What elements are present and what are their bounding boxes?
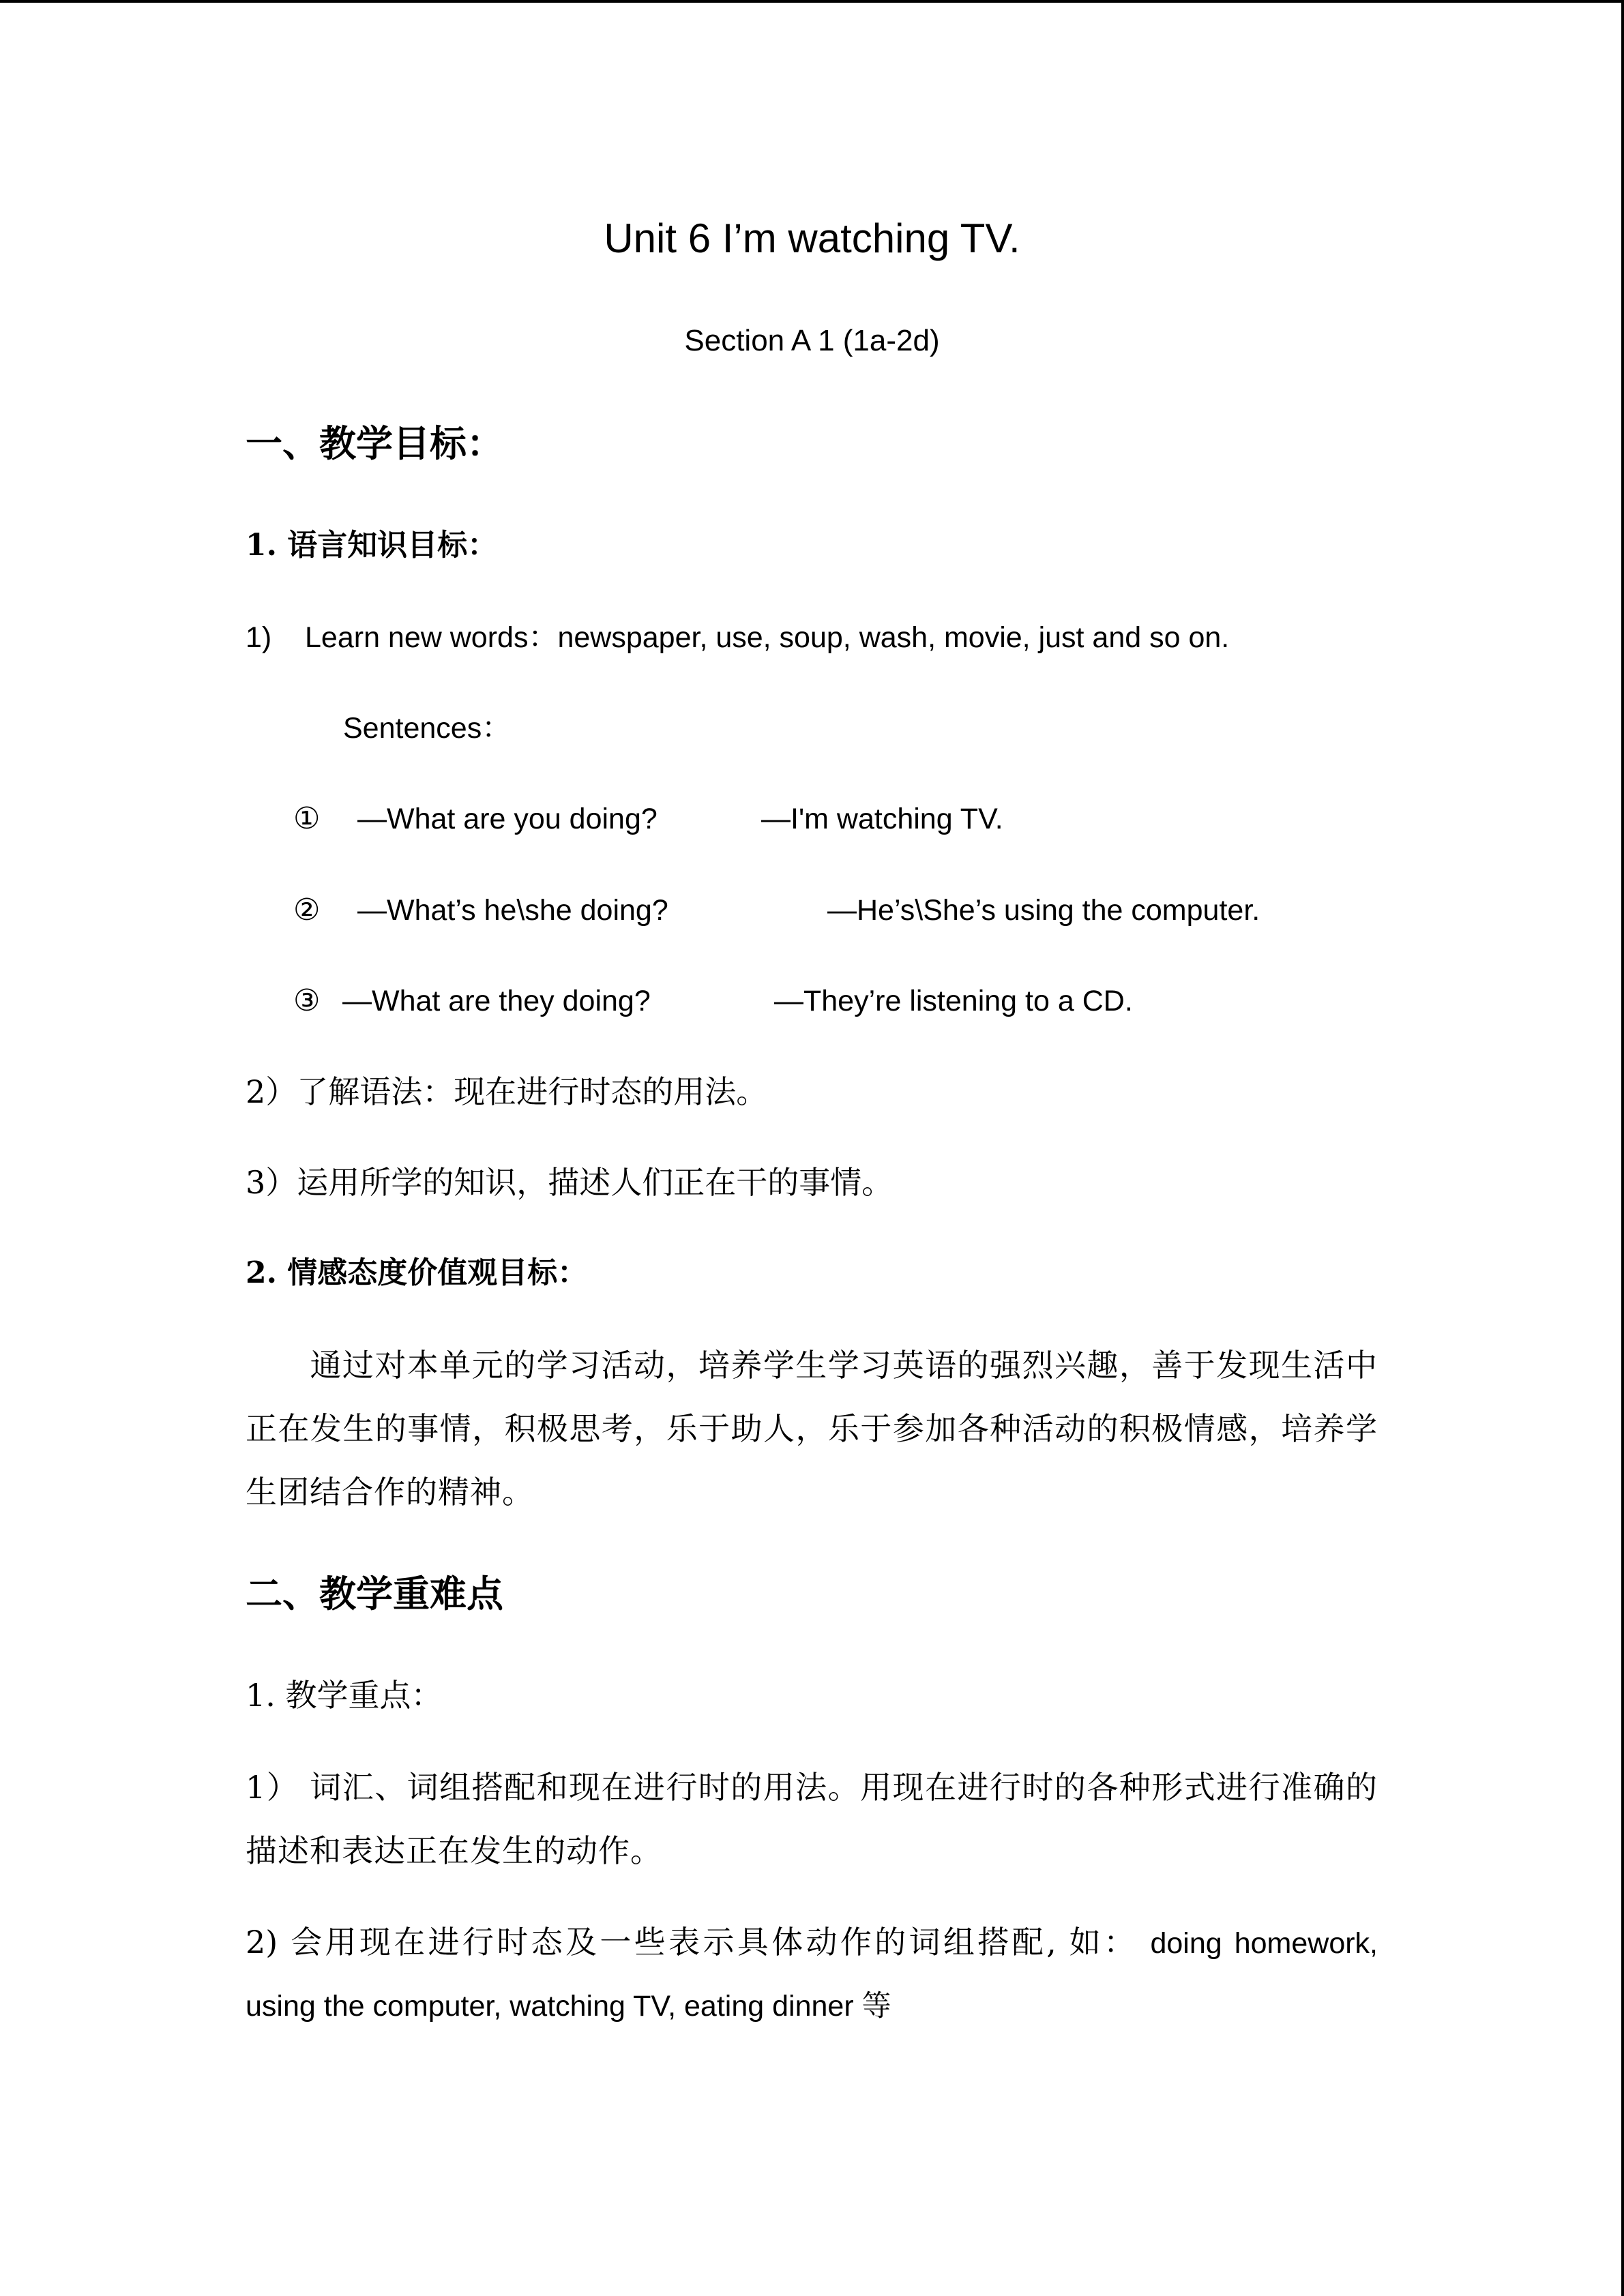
application-item: 3）运用所学的知识，描述人们正在干的事情。 (246, 1164, 894, 1201)
new-words-line: Learn new words：newspaper, use, soup, wash, movie, just and so on. (305, 621, 1230, 654)
dialogue-1-answer: —I'm watching TV. (761, 803, 1003, 835)
focus-point-2-word-homework: homework, (1234, 1927, 1378, 1960)
dialogue-number-3: ③ (293, 983, 321, 1018)
emotional-objectives-text: 通过对本单元的学习活动，培养学生学习英语的强烈兴趣，善于发现生活中正在发生的事情，积极思考，乐于助人，乐于参加各种活动的积极情感，培养学生团结合作的精神。 (246, 1347, 1378, 1510)
section-heading-key-points: 二、教学重难点 (246, 1572, 503, 1615)
dialogue-2-question: —What’s he\she doing? (357, 894, 668, 927)
dialogue-number-2: ② (293, 893, 321, 927)
document-subtitle: Section A 1 (1a-2d) (684, 324, 940, 357)
dialogue-2-answer: —He’s\She’s using the computer. (827, 894, 1260, 927)
focus-point-2-line-2: using the computer, watching TV, eating dinner 等 (246, 1990, 891, 2023)
document-title: Unit 6 I’m watching TV. (604, 215, 1020, 261)
focus-point-1: 1） 词汇、词组搭配和现在进行时的用法。用现在进行时的各种形式进行准确的描述和表达正在发生的动作。 (246, 1769, 1378, 1869)
dialogue-number-1: ① (293, 801, 321, 836)
dialogue-3-answer: —They’re listening to a CD. (774, 985, 1133, 1017)
subheading-language-objectives: 1. 语言知识目标： (246, 528, 498, 563)
grammar-item: 2）了解语法：现在进行时态的用法。 (246, 1073, 768, 1110)
focus-point-2-word-doing: doing (1150, 1927, 1222, 1960)
subheading-emotional-objectives: 2. 情感态度价值观目标： (246, 1255, 588, 1290)
sentences-label: Sentences： (343, 712, 512, 745)
dialogue-1-question: —What are you doing? (357, 803, 658, 835)
dialogue-3-question: —What are they doing? (342, 985, 651, 1017)
focus-point-2-line-1 (246, 1922, 1378, 1964)
focus-point-2-cn: 2) 会用现在进行时态及一些表示具体动作的词组搭配, 如： (246, 1924, 1138, 1960)
subheading-teaching-focus: 1. 教学重点： (246, 1677, 443, 1714)
page-border-top (0, 0, 1624, 3)
list-number-1: 1) (246, 621, 272, 654)
section-heading-objectives: 一、教学目标： (246, 421, 503, 465)
emotional-objectives-paragraph (246, 1334, 1378, 1524)
